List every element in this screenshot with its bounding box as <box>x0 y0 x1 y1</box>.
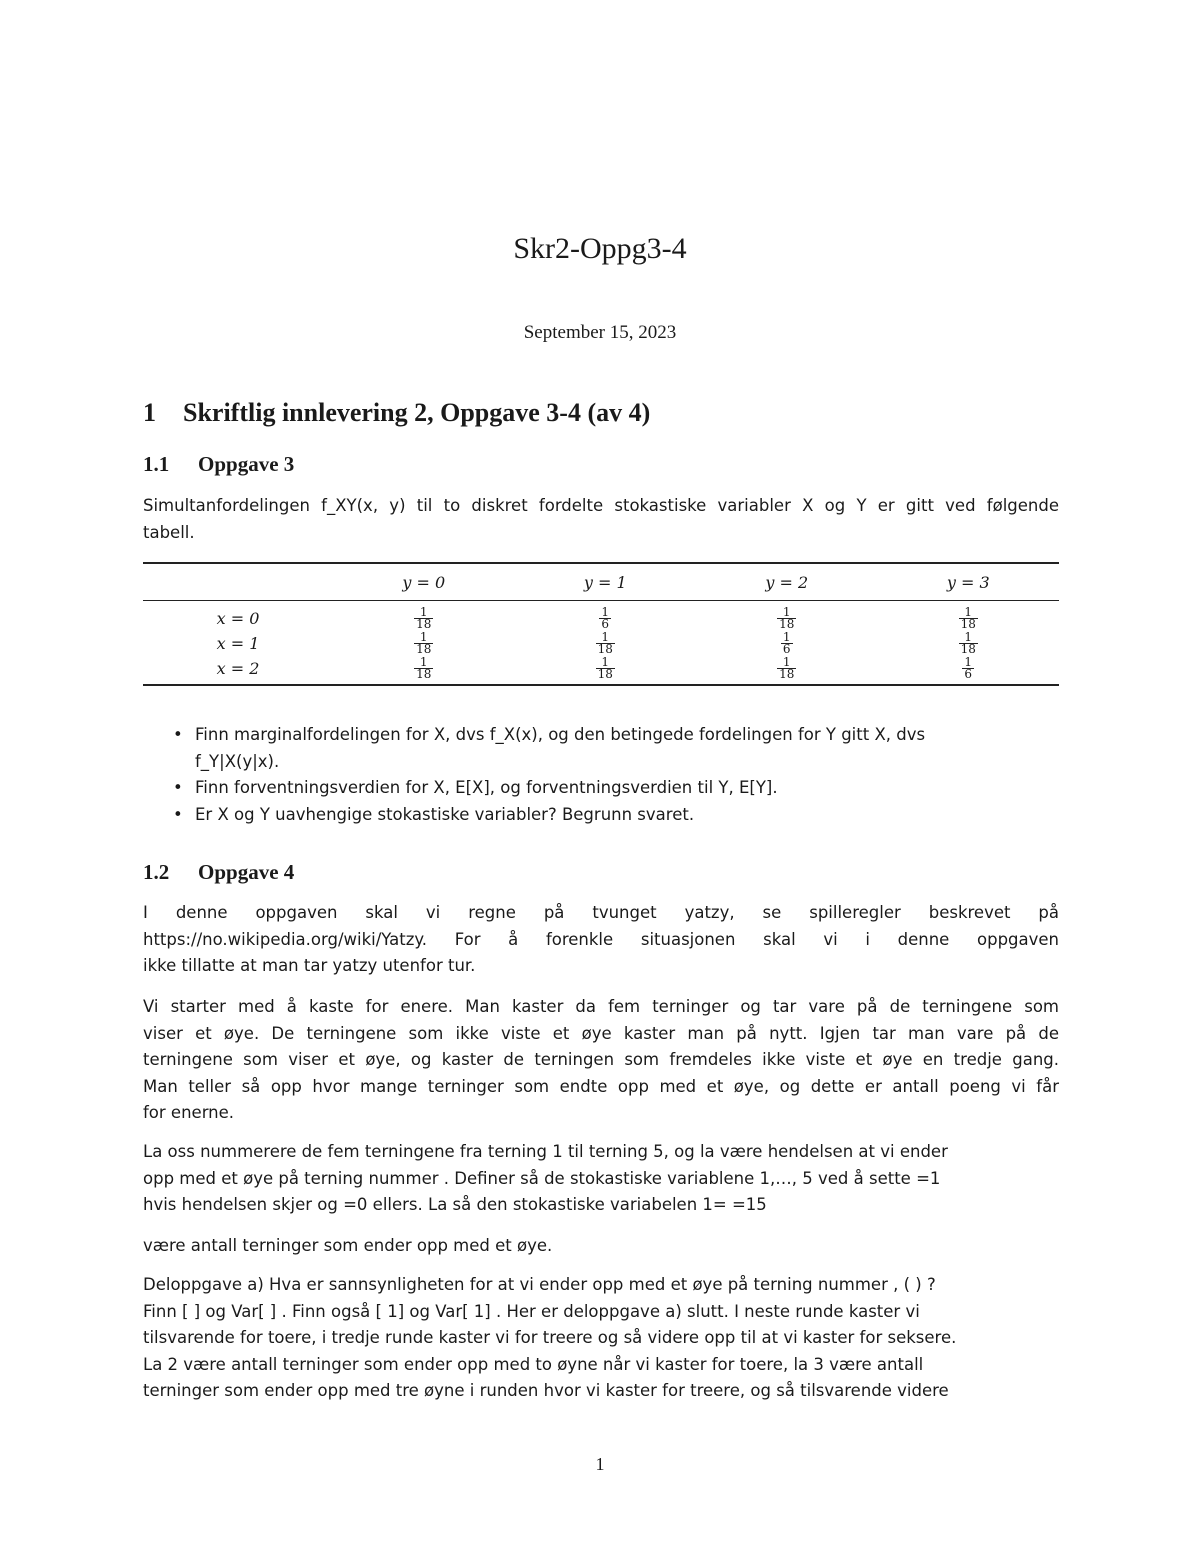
paragraph-line: https://no.wikipedia.org/wiki/Yatzy. For å forenkle situasjonen skal vi i denne oppgaven <box>143 929 1059 949</box>
paragraph-line: for enerne. <box>143 1103 235 1122</box>
fraction-denominator: 6 <box>782 642 791 656</box>
fraction-numerator: 1 <box>782 655 791 669</box>
table-cell <box>696 631 878 656</box>
table-cell <box>333 601 515 632</box>
paragraph-line: ikke tillatte at man tar yatzy utenfor tur. <box>143 956 476 975</box>
paragraph-line: tilsvarende for toere, i tredje runde kaster vi for treere og så videre opp til at vi kaster for seksere. <box>143 1328 957 1347</box>
table-cell <box>515 656 697 685</box>
table-corner <box>143 563 333 601</box>
oppgave4-paragraph-5 <box>143 1272 1059 1405</box>
subsection-number: 1.2 <box>143 860 170 884</box>
table-cell <box>696 656 878 685</box>
paragraph-line: være antall terninger som ender opp med et øye. <box>143 1236 553 1255</box>
oppgave4-paragraph-3 <box>143 1139 1059 1219</box>
oppgave4-paragraph-4 <box>143 1233 1059 1260</box>
subsection-heading-oppgave3 <box>143 452 294 477</box>
fraction-numerator: 1 <box>964 605 973 619</box>
paragraph-line: Vi starter med å kaste for enere. Man kaster da fem terninger og tar vare på de terningene som <box>143 997 1059 1016</box>
subsection-number: 1.1 <box>143 452 170 476</box>
fraction-numerator: 1 <box>601 655 610 669</box>
paragraph-line: terningene som viser et øye, og kaster de terningen som fremdeles ikke viste et øye en tredje gang. <box>143 1050 1059 1069</box>
fraction-numerator: 1 <box>419 605 428 619</box>
intro-line: tabell. <box>143 522 195 542</box>
row-label: x = 1 <box>216 634 260 653</box>
table-row <box>143 601 1059 632</box>
fraction-numerator: 1 <box>964 630 973 644</box>
table-cell <box>878 601 1060 632</box>
fraction-numerator: 1 <box>601 605 610 619</box>
section-number: 1 <box>143 398 156 427</box>
fraction-numerator: 1 <box>964 655 973 669</box>
paragraph-line: Man teller så opp hvor mange terninger som endte opp med et øye, og dette er antall poeng vi får <box>143 1076 1059 1096</box>
fraction <box>414 607 433 630</box>
fraction <box>414 657 433 680</box>
fraction <box>781 632 793 655</box>
table-cell <box>878 656 1060 685</box>
table-cell <box>515 601 697 632</box>
oppgave4-paragraph-1 <box>143 900 1059 980</box>
list-item: • Er X og Y uavhengige stokastiske variabler? Begrunn svaret. <box>143 802 1059 829</box>
table-row <box>143 656 1059 685</box>
fraction-denominator: 6 <box>964 667 973 681</box>
table-cell <box>333 656 515 685</box>
fraction-numerator: 1 <box>782 605 791 619</box>
fraction-denominator: 18 <box>960 617 976 631</box>
column-header: y = 2 <box>696 563 878 601</box>
fraction-denominator: 6 <box>601 617 610 631</box>
fraction-denominator: 18 <box>960 642 976 656</box>
column-header: y = 0 <box>333 563 515 601</box>
document-title: Skr2-Oppg3-4 <box>513 232 687 265</box>
fraction <box>959 632 978 655</box>
paragraph-line: viser et øye. De terningene som ikke viste et øye kaster man på nytt. Igjen tar man vare på de <box>143 1023 1059 1043</box>
fraction-denominator: 18 <box>416 667 432 681</box>
fraction-denominator: 18 <box>597 667 613 681</box>
fraction-numerator: 1 <box>419 655 428 669</box>
fraction-numerator: 1 <box>601 630 610 644</box>
list-item: • Finn forventningsverdien for X, E[X], og forventningsverdien til Y, E[Y]. <box>143 775 1059 802</box>
section-heading <box>143 398 650 428</box>
subsection-title: Oppgave 3 <box>198 452 295 476</box>
paragraph-line: terninger som ender opp med tre øyne i runden hvor vi kaster for treere, og så tilsvarende videre <box>143 1381 949 1400</box>
table-cell <box>333 631 515 656</box>
table-row <box>143 631 1059 656</box>
column-header: y = 3 <box>878 563 1060 601</box>
row-label: x = 2 <box>143 656 333 685</box>
fraction <box>962 657 974 680</box>
fraction <box>596 657 615 680</box>
fraction-denominator: 18 <box>779 617 795 631</box>
paragraph-line: hvis hendelsen skjer og =0 ellers. La så den stokastiske variabelen 1= =15 <box>143 1195 767 1214</box>
subsection-heading-oppgave4 <box>143 860 294 885</box>
table-cell <box>696 601 878 632</box>
table-header-row <box>143 563 1059 601</box>
paragraph-line: Deloppgave a) Hva er sannsynligheten for at vi ender opp med et øye på terning nummer , ( ) ? <box>143 1275 936 1294</box>
table-cell <box>515 631 697 656</box>
paragraph-line: Finn [ ] og Var[ ] . Finn også [ 1] og Var[ 1] . Her er deloppgave a) slutt. I neste runde kaster vi <box>143 1301 920 1321</box>
subsection-title: Oppgave 4 <box>198 860 295 884</box>
column-header: y = 1 <box>515 563 697 601</box>
oppgave4-paragraph-2 <box>143 994 1059 1127</box>
oppgave3-intro <box>143 493 1059 546</box>
fraction-numerator: 1 <box>419 630 428 644</box>
fraction <box>777 607 796 630</box>
oppgave3-task-list <box>143 722 1059 828</box>
fraction-denominator: 18 <box>416 642 432 656</box>
fraction <box>596 632 615 655</box>
fraction-denominator: 18 <box>416 617 432 631</box>
fraction <box>777 657 796 680</box>
table-cell <box>878 631 1060 656</box>
fraction <box>414 632 433 655</box>
list-item-text: Finn marginalfordelingen for X, dvs f_X(x), og den betingede fordelingen for Y gitt X, dvs <box>195 725 926 744</box>
document-date: September 15, 2023 <box>523 322 677 343</box>
intro-line: Simultanfordelingen f_XY(x, y) til to diskret fordelte stokastiske variabler X og Y er gitt ved følgende <box>143 496 1059 515</box>
fraction <box>599 607 611 630</box>
fraction-numerator: 1 <box>782 630 791 644</box>
section-title: Skriftlig innlevering 2, Oppgave 3-4 (av 4) <box>183 398 651 427</box>
fraction-denominator: 18 <box>779 667 795 681</box>
paragraph-line: La 2 være antall terninger som ender opp med to øyne når vi kaster for toere, la 3 være antall <box>143 1354 924 1374</box>
fraction <box>959 607 978 630</box>
paragraph-line: I denne oppgaven skal vi regne på tvunget yatzy, se spilleregler beskrevet på <box>143 903 1059 922</box>
paragraph-line: La oss nummerere de fem terningene fra terning 1 til terning 5, og la være hendelsen at vi ender <box>143 1142 948 1161</box>
fraction-denominator: 18 <box>597 642 613 656</box>
list-item <box>143 722 1059 775</box>
row-label: x = 0 <box>216 609 260 628</box>
joint-distribution-table <box>143 562 1059 686</box>
page-number: 1 <box>595 1454 605 1474</box>
list-item-text: f_Y|X(y|x). <box>195 751 280 771</box>
paragraph-line: opp med et øye på terning nummer . Definer så de stokastiske variablene 1,…, 5 ved å sette =1 <box>143 1168 941 1188</box>
